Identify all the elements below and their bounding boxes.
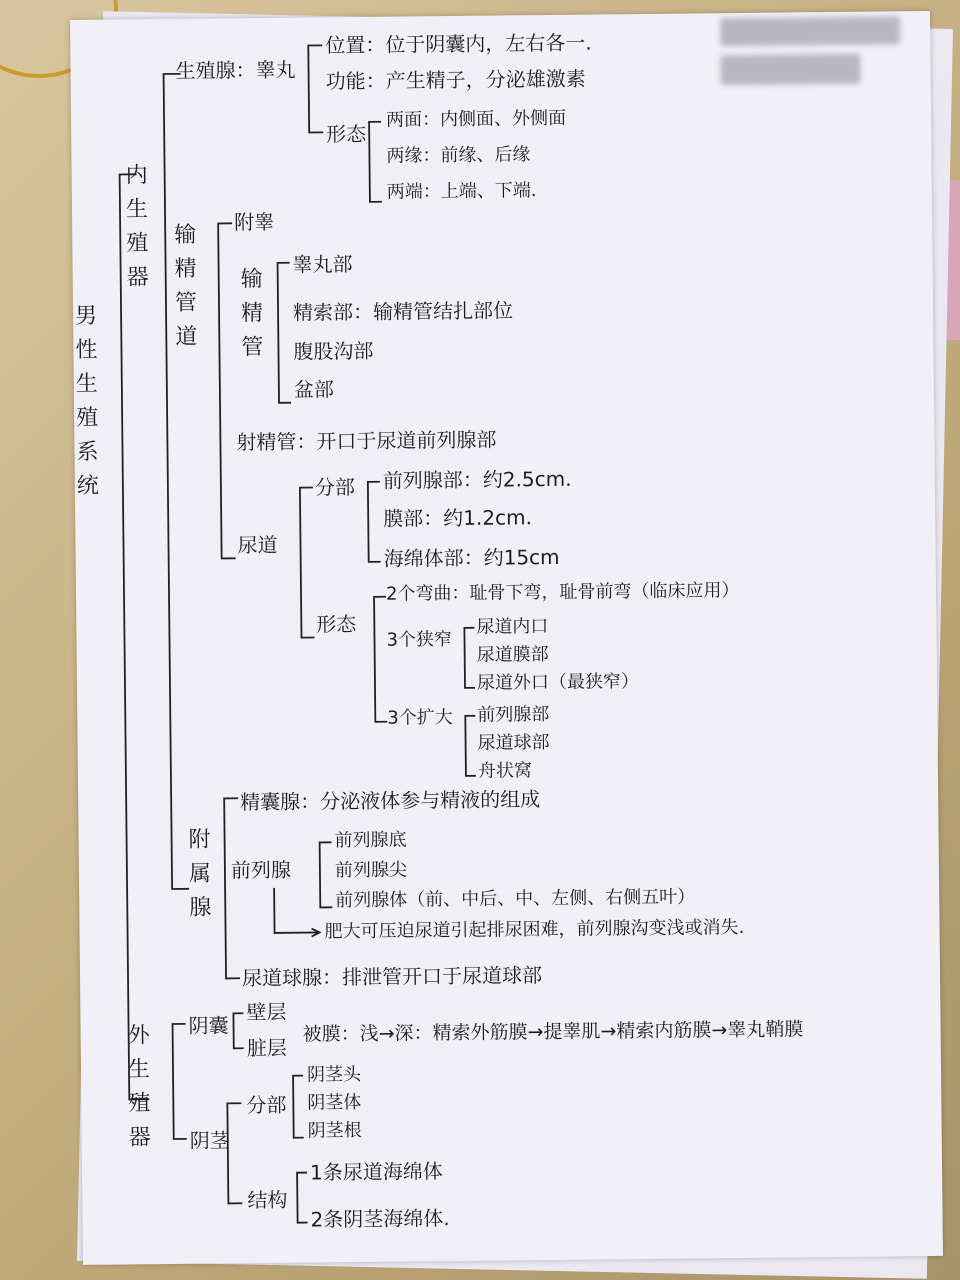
gonad-function: 功能：产生精子，分泌雄激素 xyxy=(325,66,586,94)
shape-bracket xyxy=(369,122,382,202)
narrow-label: 3个狭窄 xyxy=(386,629,453,651)
wide-item: 舟状窝 xyxy=(477,760,532,782)
root-bracket xyxy=(120,174,150,1099)
urethra-label: 尿道 xyxy=(237,532,278,558)
penis-part: 阴茎体 xyxy=(307,1092,362,1114)
internal-bracket xyxy=(164,74,190,889)
penis-structure-label: 结构 xyxy=(247,1187,288,1213)
wide-label: 3个扩大 xyxy=(387,707,453,729)
vas-part: 腹股沟部 xyxy=(293,338,374,364)
wide-bracket xyxy=(465,716,476,776)
bulbourethral-gland: 尿道球腺：排泄管开口于尿道球部 xyxy=(241,963,543,991)
narrow-item: 尿道外口（最狭窄） xyxy=(476,671,640,694)
scrotum-layer-bracket xyxy=(233,1013,243,1048)
penis-bracket xyxy=(227,1103,242,1203)
vas-label: 输精管 xyxy=(240,266,264,361)
prostate-item: 前列腺尖 xyxy=(334,859,408,882)
external-label: 外生殖器 xyxy=(127,1023,151,1151)
penis-structure-item: 1条尿道海绵体 xyxy=(309,1159,443,1185)
prostate-bracket xyxy=(320,842,333,907)
scrotum-coverings: 被膜：浅→深：精索外筋膜→提睾肌→精索内筋膜→睾丸鞘膜 xyxy=(302,1018,804,1046)
note-sheet xyxy=(70,11,943,1265)
penis-parts-label: 分部 xyxy=(246,1092,287,1118)
prostate-note-arrow xyxy=(274,887,319,932)
penis-part: 阴茎根 xyxy=(307,1120,362,1142)
division-item: 海绵体部：约15cm xyxy=(383,544,560,571)
prostate-label: 前列腺 xyxy=(230,857,292,883)
vas-part: 盆部 xyxy=(293,377,335,402)
wide-item: 尿道球部 xyxy=(477,732,550,754)
urethra-divisions-label: 分部 xyxy=(314,475,356,500)
root-title: 男性生殖系统 xyxy=(74,303,100,499)
scrotum-visceral: 脏层 xyxy=(246,1035,287,1061)
penis-label: 阴茎 xyxy=(189,1128,230,1153)
wide-item: 前列腺部 xyxy=(477,704,550,726)
urethra-bracket xyxy=(300,487,315,637)
vas-part: 睾丸部 xyxy=(292,252,353,277)
ducts-label: 输精管道 xyxy=(174,222,198,350)
penis-structure-item: 2条阴茎海绵体. xyxy=(310,1206,450,1232)
shape-item: 两缘：前缘、后缘 xyxy=(386,144,531,167)
scrotum-penis-bracket xyxy=(173,1024,187,1139)
ejaculatory-duct: 射精管：开口于尿道前列腺部 xyxy=(236,427,497,455)
divisions-bracket xyxy=(368,482,381,562)
internal-label: 内生殖器 xyxy=(125,163,149,291)
division-item: 膜部：约1.2cm. xyxy=(383,505,533,531)
narrow-item: 尿道内口 xyxy=(476,616,549,638)
accessory-bracket xyxy=(224,798,240,978)
prostate-item: 前列腺体（前、中后、中、左侧、右侧五叶） xyxy=(335,886,696,912)
gonad-label: 生殖腺：睾丸 xyxy=(175,57,296,83)
epididymis-label: 附睾 xyxy=(234,209,275,235)
urethra-curves: 2个弯曲：耻骨下弯，耻骨前弯（临床应用） xyxy=(385,580,740,605)
shape-item: 两端：上端、下端. xyxy=(386,180,537,203)
gonad-position: 位置：位于阴囊内，左右各一. xyxy=(325,30,592,58)
form-bracket xyxy=(374,597,387,722)
penis-structure-bracket xyxy=(297,1173,308,1223)
vas-bracket xyxy=(278,263,291,403)
seminal-vesicle: 精囊腺：分泌液体参与精液的组成 xyxy=(240,787,541,815)
gonad-shape-label: 形态 xyxy=(326,121,367,147)
scrotum-wall: 壁层 xyxy=(246,999,287,1025)
accessory-label: 附属腺 xyxy=(188,827,212,921)
division-item: 前列腺部：约2.5cm. xyxy=(382,466,572,493)
gonad-bracket xyxy=(308,45,323,132)
shape-item: 两面：内侧面、外侧面 xyxy=(385,107,567,131)
penis-parts-bracket xyxy=(293,1076,304,1138)
prostate-item: 前列腺底 xyxy=(334,829,407,852)
vas-part: 精索部：输精管结扎部位 xyxy=(292,298,514,325)
narrow-bracket xyxy=(464,628,475,688)
penis-part: 阴茎头 xyxy=(306,1064,362,1086)
prostate-note: 肥大可压迫尿道引起排尿困难，前列腺沟变浅或消失. xyxy=(324,916,745,943)
urethra-form-label: 形态 xyxy=(316,612,357,637)
scrotum-label: 阴囊 xyxy=(188,1013,229,1038)
narrow-item: 尿道膜部 xyxy=(476,644,549,666)
ducts-bracket xyxy=(218,223,236,558)
